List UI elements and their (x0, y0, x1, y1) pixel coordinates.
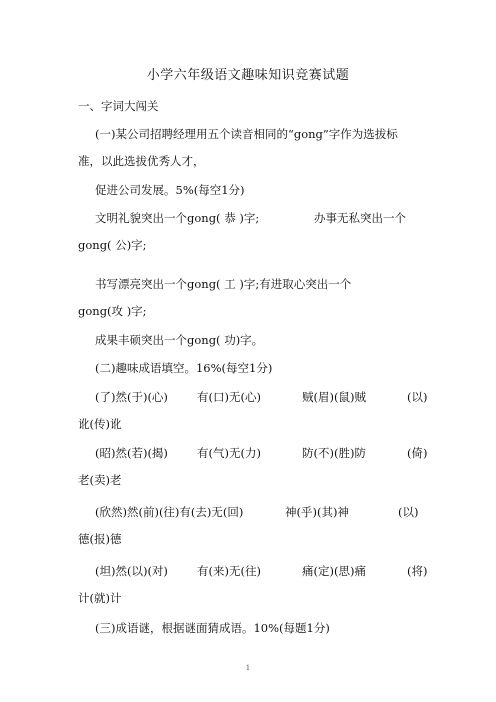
section-heading: 一、字词大闯关 (78, 99, 159, 113)
question-1-row-3: 成果丰硕突出一个gong( 功)字。 (95, 333, 264, 347)
question-1-row-1-a: 文明礼貌突出一个gong( 恭 )字; (95, 211, 260, 225)
idiom-2-d: (倚) (407, 446, 428, 460)
idiom-4-c: 痛(定)(思)痛 (302, 564, 366, 578)
idiom-4-a: (坦)然(以)(对) (95, 564, 168, 578)
question-1-row-1-cont: gong( 公)字; (78, 238, 147, 252)
idiom-4-b: 有(来)无(往) (197, 564, 261, 578)
question-3-intro: (三)成语谜，根据谜面猜成语。10%(每题1分) (95, 621, 330, 635)
question-1-intro: (一)某公司招聘经理用五个读音相同的“gong”字作为选拔标 (95, 127, 398, 141)
idiom-1-c: 贼(眉)(鼠)贼 (302, 390, 366, 404)
question-1-row-2-cont: gong(攻 )字; (78, 304, 147, 318)
idiom-1-a: (了)然(于)(心) (95, 390, 168, 404)
idiom-3-c: 神(乎)(其)神 (285, 505, 349, 519)
idiom-row-3-cont: 德(报)德 (78, 532, 122, 546)
question-1-intro-cont: 准，以此选拔优秀人才， (78, 154, 205, 168)
question-1-intro-cont2: 促进公司发展。5%(每空1分) (95, 183, 245, 197)
idiom-row-4-cont: 计(就)计 (78, 591, 122, 605)
idiom-1-b: 有(口)无(心) (197, 390, 261, 404)
question-1-row-1-b: 办事无私突出一个 (314, 211, 406, 225)
question-1-row-2: 书写漂亮突出一个gong( 工 )字;有进取心突出一个 (95, 277, 352, 291)
document-title: 小学六年级语文趣味知识竞赛试题 (146, 68, 350, 83)
idiom-4-d: (将) (407, 564, 428, 578)
idiom-2-b: 有(气)无(力) (197, 446, 261, 460)
idiom-2-a: (昭)然(若)(揭) (95, 446, 168, 460)
question-2-intro: (二)趣味成语填空。16%(每空1分) (95, 361, 273, 375)
idiom-2-c: 防(不)(胜)防 (302, 446, 366, 460)
idiom-row-1-cont: 讹(传)讹 (78, 417, 122, 431)
idiom-row-2-cont: 老(卖)老 (78, 473, 122, 487)
idiom-3-a: (欣然)然(前)(往)有(去)无(回) (95, 505, 244, 519)
idiom-1-d: (以) (407, 390, 428, 404)
idiom-3-d: (以) (398, 505, 419, 519)
page-number: 1 (245, 664, 251, 672)
